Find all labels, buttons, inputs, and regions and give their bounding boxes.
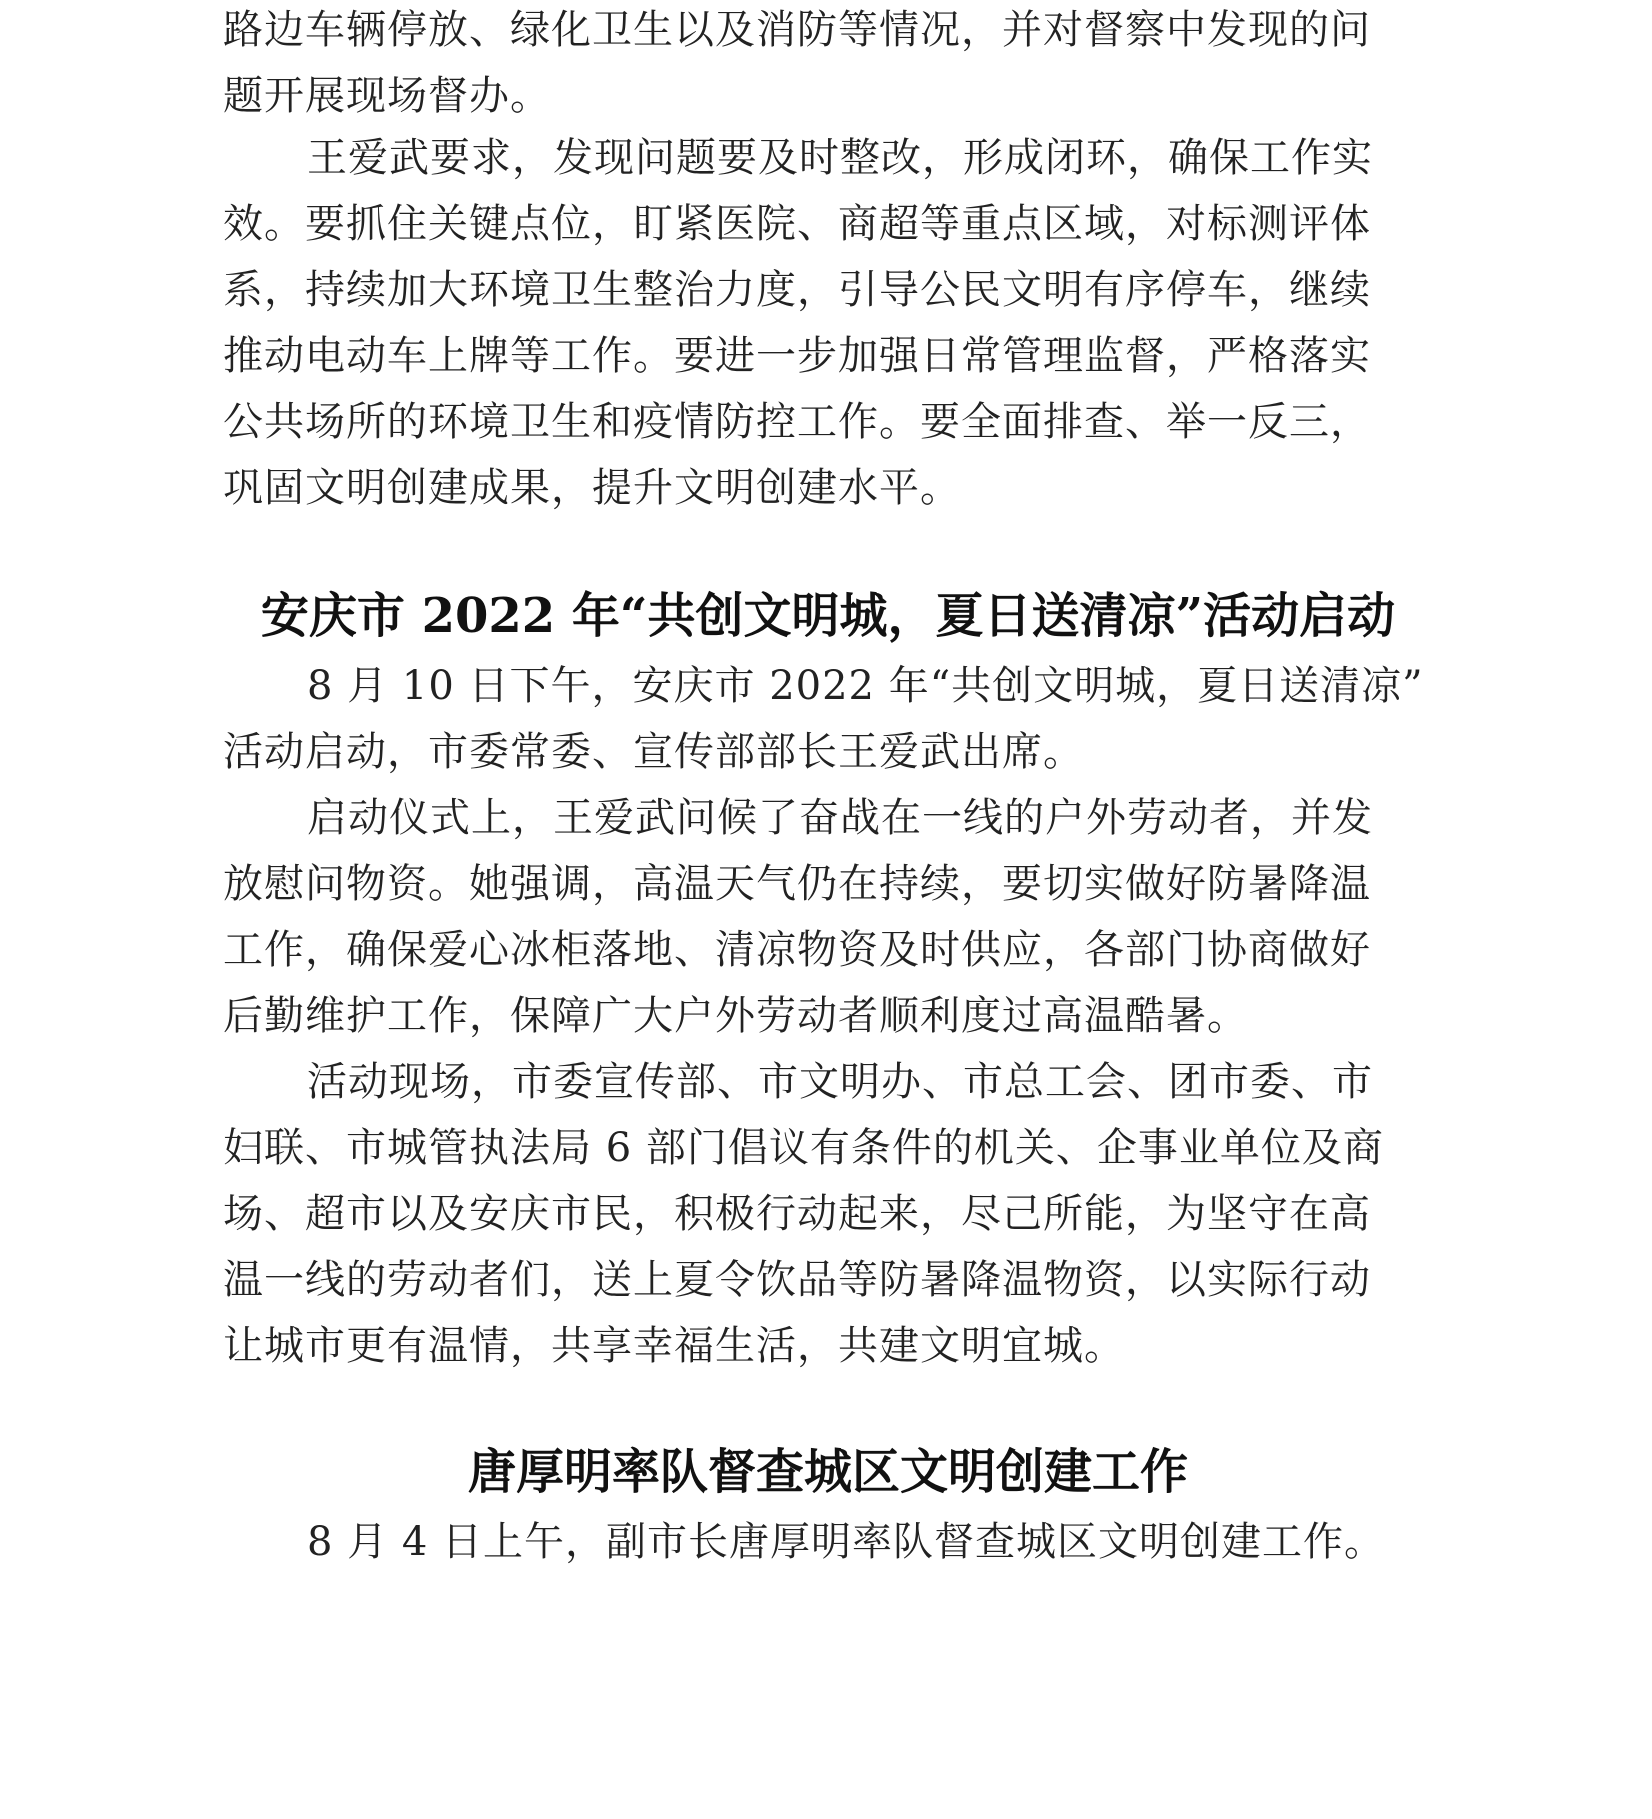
text-line: 王爱武要求，发现问题要及时整改，形成闭环，确保工作实: [307, 135, 1373, 181]
text-line: 温一线的劳动者们，送上夏令饮品等防暑降温物资，以实际行动: [223, 1257, 1371, 1303]
text-line: 妇联、市城管执法局 6 部门倡议有条件的机关、企事业单位及商: [223, 1125, 1384, 1171]
text-line: 8 月 4 日上午，副市长唐厚明率队督查城区文明创建工作。: [307, 1519, 1386, 1565]
text-line: 启动仪式上，王爱武问候了奋战在一线的户外劳动者，并发: [307, 795, 1373, 841]
text-line: 8 月 10 日下午，安庆市 2022 年“共创文明城，夏日送清凉”: [307, 663, 1424, 709]
text-line: 系，持续加大环境卫生整治力度，引导公民文明有序停车，继续: [223, 267, 1371, 313]
text-line: 路边车辆停放、绿化卫生以及消防等情况，并对督察中发现的问: [223, 7, 1371, 53]
text-line: 活动启动，市委常委、宣传部部长王爱武出席。: [223, 729, 1084, 775]
text-line: 活动现场，市委宣传部、市文明办、市总工会、团市委、市: [307, 1059, 1373, 1105]
text-line: 场、超市以及安庆市民，积极行动起来，尽己所能，为坚守在高: [223, 1191, 1371, 1237]
text-line: 巩固文明创建成果，提升文明创建水平。: [223, 465, 961, 511]
section-heading: 唐厚明率队督查城区文明创建工作: [467, 1444, 1188, 1500]
text-line: 推动电动车上牌等工作。要进一步加强日常管理监督，严格落实: [223, 333, 1371, 379]
text-line: 效。要抓住关键点位，盯紧医院、商超等重点区域，对标测评体: [223, 201, 1371, 247]
text-line: 后勤维护工作，保障广大户外劳动者顺利度过高温酷暑。: [223, 993, 1248, 1039]
section-heading: 安庆市 2022 年“共创文明城，夏日送清凉”活动启动: [260, 588, 1396, 644]
text-line: 题开展现场督办。: [223, 73, 551, 119]
text-line: 工作，确保爱心冰柜落地、清凉物资及时供应，各部门协商做好: [223, 927, 1371, 973]
text-line: 公共场所的环境卫生和疫情防控工作。要全面排查、举一反三，: [223, 399, 1371, 445]
text-line: 让城市更有温情，共享幸福生活，共建文明宜城。: [223, 1323, 1125, 1369]
text-line: 放慰问物资。她强调，高温天气仍在持续，要切实做好防暑降温: [223, 861, 1371, 907]
